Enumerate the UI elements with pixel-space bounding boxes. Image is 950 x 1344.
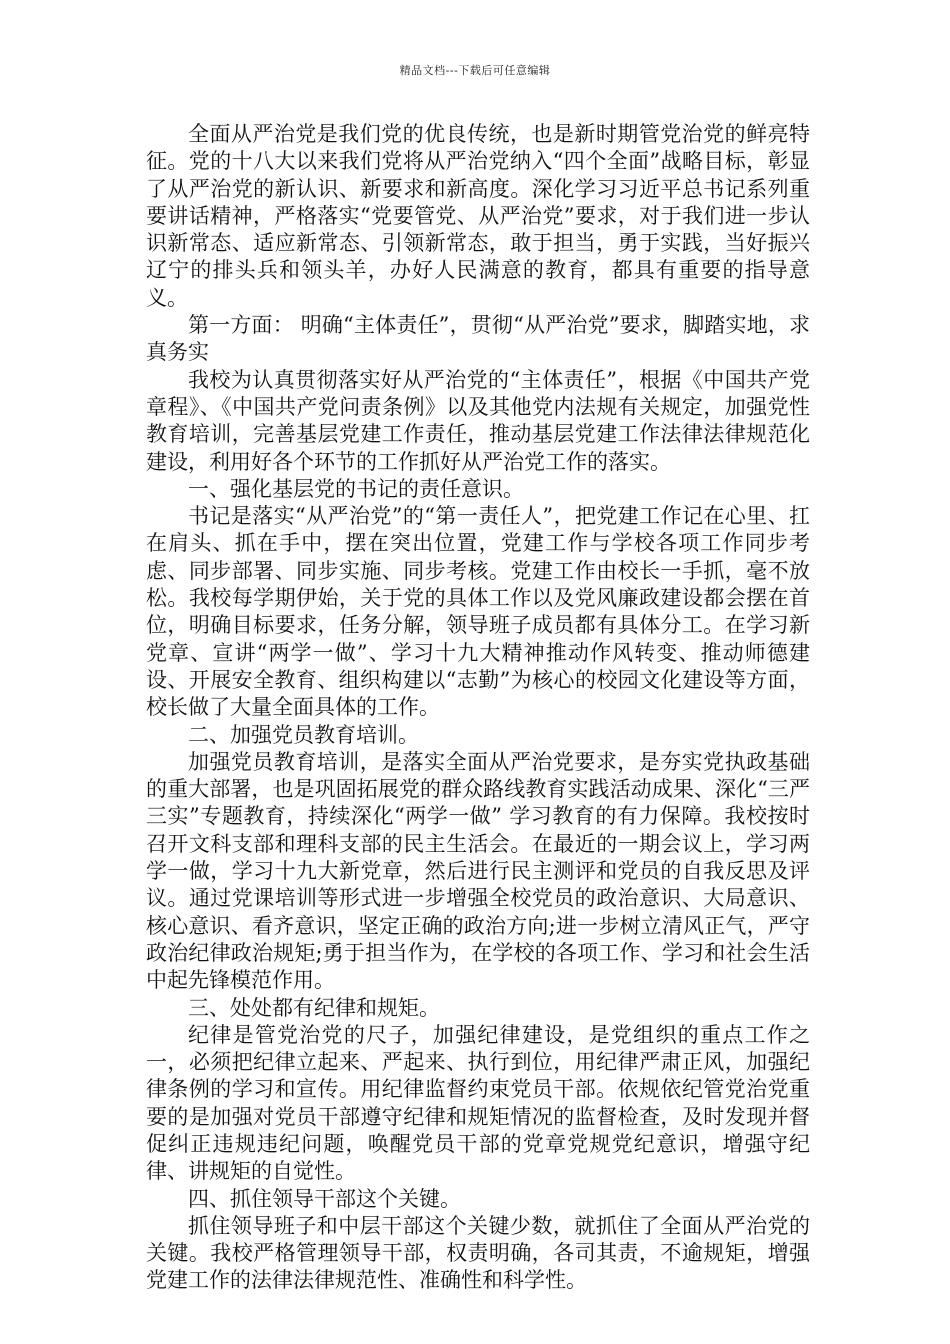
section-heading-1: 一、强化基层党的书记的责任意识。 bbox=[188, 476, 524, 501]
body-paragraph: 抓住领导班子和中层干部这个关键少数，就抓住了全面从严治党的关键。我校严格管理领导干部，权责明确，各司其责，不逾规矩，增强党建工作的法律法律规范性、准确性和科学性。 bbox=[146, 1213, 810, 1293]
body-paragraph: 纪律是管党治党的尺子，加强纪律建设，是党组织的重点工作之一，必须把纪律立起来、严起来、执行到位，用纪律严肃正风，加强纪律条例的学习和宣传。用纪律监督约束党员干部。依规依纪管党治党重要的是加强对党员干部遵守纪律和规矩情况的监督检查，及时发现并督促纠正违规违纪问题，唤醒党员干部的党章党规党纪意识，增强守纪律、讲规矩的自觉性。 bbox=[146, 1022, 810, 1184]
section-heading-first-aspect: 第一方面： 明确“主体责任”，贯彻“从严治党”要求，脚踏实地，求真务实 bbox=[146, 313, 810, 365]
section-heading-2: 二、加强党员教育培训。 bbox=[188, 722, 419, 747]
document-body bbox=[146, 121, 810, 1295]
body-paragraph: 我校为认真贯彻落实好从严治党的“主体责任”，根据《中国共产党章程》、《中国共产党问责条例》以及其他党内法规有关规定，加强党性教育培训，完善基层党建工作责任，推动基层党建工作法律法律规范化建设，利用好各个环节的工作抓好从严治党工作的落实。 bbox=[146, 367, 810, 474]
page-header-note: 精品文档---下载后可任意编辑 bbox=[399, 64, 551, 77]
body-paragraph: 书记是落实“从严治党”的“第一责任人”，把党建工作记在心里、扛在肩头、抓在手中，摆在突出位置，党建工作与学校各项工作同步考虑、同步部署、同步实施、同步考核。党建工作由校长一手抓，毫不放松。我校每学期伊始，关于党的具体工作以及党风廉政建设都会摆在首位，明确目标要求，任务分解，领导班子成员都有具体分工。在学习新党章、宣讲“两学一做”、学习十九大精神推动作风转变、推动师德建设、开展安全教育、组织构建以“志勤”为核心的校园文化建设等方面，校长做了大量全面具体的工作。 bbox=[146, 504, 810, 720]
section-heading-4: 四、抓住领导干部这个关键。 bbox=[188, 1186, 461, 1211]
intro-paragraph: 全面从严治党是我们党的优良传统，也是新时期管党治党的鲜亮特征。党的十八大以来我们党将从严治党纳入“四个全面”战略目标，彰显了从严治党的新认识、新要求和新高度。深化学习习近平总书记系列重要讲话精神，严格落实“党要管党、从严治党”要求，对于我们进一步认识新常态、适应新常态、引领新常态，敢于担当，勇于实践，当好振兴辽宁的排头兵和领头羊，办好人民满意的教育，都具有重要的指导意义。 bbox=[146, 122, 810, 310]
section-heading-3: 三、处处都有纪律和规矩。 bbox=[188, 995, 440, 1020]
body-paragraph: 加强党员教育培训，是落实全面从严治党要求，是夯实党执政基础的重大部署，也是巩固拓展党的群众路线教育实践活动成果、深化“三严三实”专题教育，持续深化“两学一做” 学习教育的有力保障。我校按时召开文科支部和理科支部的民主生活会。在最近的一期会议上，学习两学一做，学习十九大新党章，然后进行民主测评和党员的自我反思及评议。通过党课培训等形式进一步增强全校党员的政治意识、大局意识、核心意识、看齐意识，坚定正确的政治方向;进一步树立清风正气，严守政治纪律政治规矩;勇于担当作为，在学校的各项工作、学习和社会生活中起先锋模范作用。 bbox=[146, 749, 810, 993]
